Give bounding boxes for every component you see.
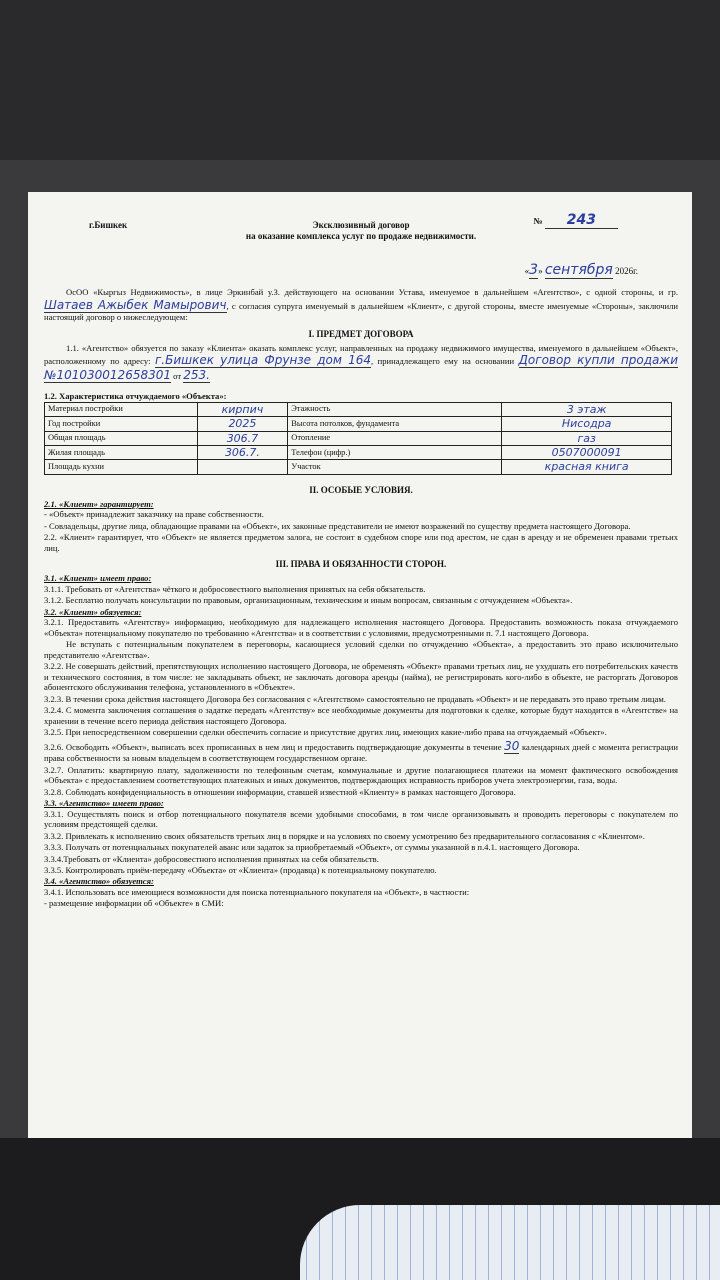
contract-page <box>28 192 692 1138</box>
clause-3-2-7: 3.2.7. Оплатить: квартирную плату, задолженности по телефонным счетам, коммунальные и другие полагающиеся платежи на момент фактического освобождения «Объекта» с предоставлением соответствующих платежных и иных документов, подтверждающих исправность приборов учета электроэнергии, газа, воды. <box>44 764 678 786</box>
clause-3-2-1-b: Не вступать с потенциальным покупателем в переговоры, касающиеся условий сделки по отчуждению «Объекта», а предоставить это право исключительно представителю «Агентства». <box>44 639 678 660</box>
clause-3-2-2: 3.2.2. Не совершать действий, препятствующих исполнению настоящего Договора, не обременять «Объект» правами третьих лиц, не ухудшать его потребительских качеств и технического состояния, в том числе: не закладывать объект, не заключать договора аренды (найма), не регистрировать кого-либо в объекте, не расторгать Договоров абонентского обслуживания телефона, установленного в «Объекте». <box>44 661 678 693</box>
contract-header <box>44 212 678 260</box>
clause-3-3-1: 3.3.1. Осуществлять поиск и отбор потенциального покупателя всеми удобными способами, в том числе организовывать и проводить переговоры с покупателем по условиям предстоящей сделки. <box>44 808 678 830</box>
clause-3-2-1: 3.2.1. Предоставить «Агентству» информацию, необходимую для надлежащего исполнения настоящего Договора. Предоставить возможность показа отчуждаемого «Объекта» потенциальному покупателю по требованию «Агентства» и в соответствии с условиями, предусмотренными п. 7.1 настоящего Договора. <box>44 617 678 638</box>
clause-3-2-5: 3.2.5. При непосредственном совершении сделки обеспечить согласие и присутствие других лиц, имеющих какие-либо права на отчуждаемый «Объект». <box>44 727 607 738</box>
clause-3-3-3: 3.3.3. Получать от потенциальных покупателей аванс или задаток за приобретаемый «Объект», от суммы указанной в п.4.1. настоящего Договора. <box>44 842 580 853</box>
table-row: Общая площадь 306.7 Отопление газ <box>45 431 672 445</box>
ownership-basis: Договор купли продажи №101030012658301 <box>44 353 678 382</box>
contract-number-value: 243 <box>545 212 618 229</box>
clause-3-4-heading: 3.4. «Агентство» обязуется: <box>44 876 154 887</box>
ownership-basis-date: 253. <box>183 367 210 382</box>
clause-3-3-2: 3.3.2. Привлекать к исполнению своих обязательств третьих лиц в порядке и на условиях по своему усмотрению без предварительного согласования с «Клиентом». <box>44 830 645 841</box>
clause-3-4-1: 3.4.1. Использовать все имеющиеся возможности для поиска потенциального покупателя на «Объект», в частности: <box>44 886 470 897</box>
contract-title: Эксклюзивный договор на оказание комплекса услуг по продаже недвижимости. <box>245 220 477 241</box>
table-row: Площадь кухни Участок красная книга <box>45 460 672 474</box>
preamble: ОсОО «Кыргыз Недвижимость», в лице Эркинбай у.З. действующего на основании Устава, именуемое в дальнейшем «Агентство», с одной стороны, и гр. Шатаев Ажыбек Мамырович, с согласия супруга именуемый в дальнейшем «Клиент», с другой стороны, вместе именуемые «Стороны», заключили настоящий договор о нижеследующем: <box>44 287 679 323</box>
clause-3-2-6: 3.2.6. Освободить «Объект», выписать всех прописанных в нем лиц и предоставить подтверждающие документы в течение 30 календарных дней с момента регистрации права собственности за новым владельцем в соответствующем государственном органе. <box>44 738 679 764</box>
clause-2-1-item: - «Объект» принадлежит заказчику на праве собственности. <box>44 509 264 520</box>
background-desk <box>0 0 720 160</box>
city-label: г.Бишкек <box>89 220 128 230</box>
clause-3-2-4: 3.2.4. С момента заключения соглашения о задатке передать «Агентству» все необходимые документы для подготовки к сделке, которые будут находится в «Агентстве» на хранении в течение всего периода действия настоящего Договора. <box>44 705 678 726</box>
clause-2-1-item: - Совладельцы, другие лица, обладающие правами на «Объект», их законные представители не имеют возражений по существу предмета настоящего Договора. <box>44 520 631 531</box>
clause-3-4-1-item: - размещение информации об «Объекте» в СМИ: <box>44 898 224 909</box>
clause-3-2-3: 3.2.3. В течении срока действия настоящего Договора без согласования с «Агентством» самостоятельно не продавать «Объект» и не передавать это право третьим лицам. <box>44 693 666 704</box>
clause-3-1-1: 3.1.1. Требовать от «Агентства» чёткого и добросовестного выполнения принятых на себя обязательств. <box>44 583 426 594</box>
object-address: г.Бишкек улица Фрунзе дом 164 <box>154 353 371 368</box>
clause-3-1-heading: 3.1. «Клиент» имеет право: <box>44 573 152 584</box>
clause-3-2-8: 3.2.8. Соблюдать конфиденциальность в отношении информации, ставшей известной «Клиенту» в рамках настоящего Договора. <box>44 786 516 797</box>
clause-3-1-2: 3.1.2. Бесплатно получать консультации по правовым, организационным, техническим и иным вопросам, связанным с отчуждением «Объекта». <box>44 595 573 606</box>
clause-3-3-heading: 3.3. «Агентство» имеет право: <box>44 798 164 809</box>
clause-1-1: 1.1. «Агентство» обязуется по заказу «Клиента» оказать комплекс услуг, направленных на продажу недвижимого имущества, именуемого в дальнейшем «Объект», расположенному по адресу: г.Бишкек улица Фрунзе дом 164, принадлежащего ему на основании Договор купли продажи №101030012658301 от 253. <box>44 342 678 382</box>
section-1-title: I. ПРЕДМЕТ ДОГОВОРА <box>308 328 414 339</box>
contract-date: «3» сентября 2026г. <box>524 262 638 278</box>
table-row: Год постройки 2025 Высота потолков, фундамента Нисодра <box>45 417 672 431</box>
clause-3-2-heading: 3.2. «Клиент» обязуется: <box>44 606 142 617</box>
char-table-title: 1.2. Характеристика отчуждаемого «Объекта»: <box>44 391 227 402</box>
date-day: 3 <box>529 262 539 278</box>
table-row: Материал постройки кирпич Этажность 3 этаж <box>45 402 672 416</box>
clause-3-3-5: 3.3.5. Контролировать приём-передачу «Объекта» от «Клиента» (продавца) к потенциальному покупателю. <box>44 864 437 875</box>
contract-number: № 243 <box>533 212 618 229</box>
clause-3-3-4: 3.3.4.Требовать от «Клиента» добросовестного исполнения принятых на себя обязательств. <box>44 853 379 864</box>
client-name: Шатаев Ажыбек Мамырович <box>44 297 227 312</box>
clause-2-2: 2.2. «Клиент» гарантирует, что «Объект» не является предметом залога, не состоит в судебном споре или под арестом, не сдан в аренду и не обременен правами третьих лиц. <box>44 532 678 553</box>
date-month: сентября <box>544 262 613 278</box>
table-row: Жилая площадь 306.7. Телефон (цифр.) 0507000091 <box>45 446 672 460</box>
clause-2-1-heading: 2.1. «Клиент» гарантирует: <box>44 498 154 509</box>
vacate-days: 30 <box>504 738 520 753</box>
striped-shirt <box>300 1205 720 1280</box>
section-3-title: III. ПРАВА И ОБЯЗАННОСТИ СТОРОН. <box>275 559 447 570</box>
characteristics-table <box>44 402 672 475</box>
section-2-title: II. ОСОБЫЕ УСЛОВИЯ. <box>309 484 413 495</box>
